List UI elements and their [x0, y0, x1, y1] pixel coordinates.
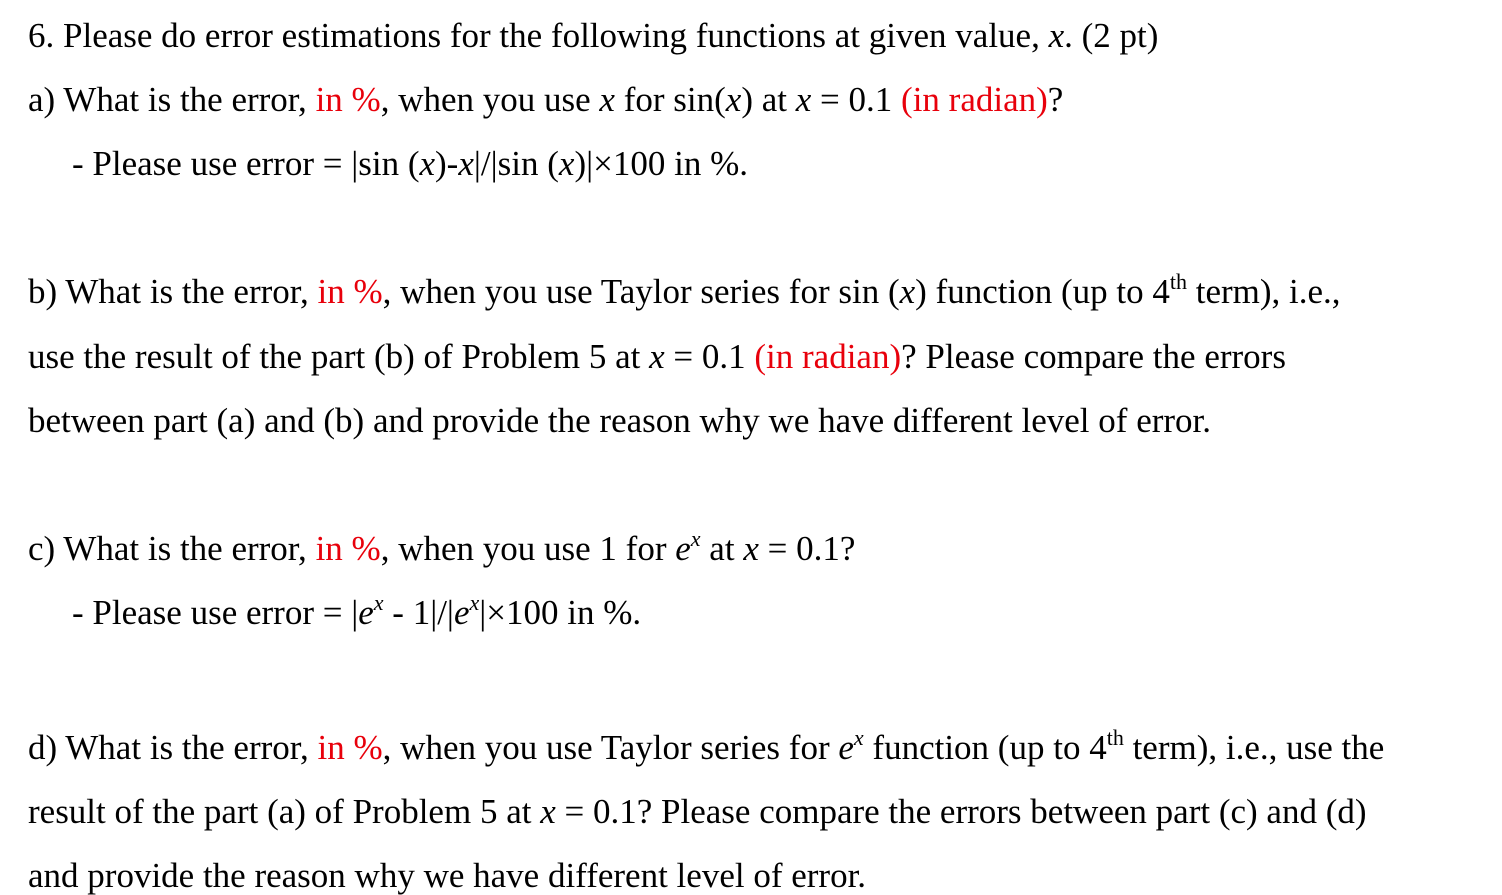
variable-x: x: [725, 80, 742, 119]
variable-x: x: [558, 144, 575, 183]
text: ) at: [741, 80, 796, 119]
text: , when you use 1 for: [380, 529, 676, 568]
text: , when you use Taylor series for sin (: [382, 272, 900, 311]
text: term), i.e.,: [1186, 272, 1341, 311]
text: - 1|/|: [383, 593, 454, 632]
variable-e: e: [358, 593, 374, 632]
question-title-points: . (2 pt): [1064, 16, 1159, 55]
text: ? Please compare the errors: [901, 337, 1286, 376]
text: - Please use error = |sin (: [72, 144, 420, 183]
text: c) What is the error,: [28, 529, 316, 568]
text: term), i.e., use the: [1123, 728, 1385, 767]
text: |×100 in %.: [479, 593, 642, 632]
highlight-in-radian: (in radian): [754, 337, 902, 376]
text: function (up to 4: [863, 728, 1107, 767]
variable-x: x: [899, 272, 916, 311]
part-c-hint: [72, 590, 642, 632]
text: , when you use: [380, 80, 600, 119]
text: = 0.1: [811, 80, 902, 119]
text: ) function (up to 4: [915, 272, 1170, 311]
part-b-question-line-3: [28, 403, 1211, 438]
part-a-question: [28, 82, 1063, 117]
highlight-in-percent: in %: [315, 80, 381, 119]
question-title: [28, 18, 1158, 53]
text: = 0.1?: [758, 529, 856, 568]
text: use the result of the part (b) of Problem 5 at: [28, 337, 650, 376]
variable-x: x: [1048, 16, 1065, 55]
variable-x: x: [540, 792, 556, 831]
variable-x: x: [649, 337, 665, 376]
superscript-x: x: [373, 590, 384, 615]
highlight-in-percent: in %: [315, 529, 381, 568]
text: b) What is the error,: [28, 272, 318, 311]
text: = 0.1? Please compare the errors between part (c) and (d): [555, 792, 1367, 831]
superscript-x: x: [690, 526, 701, 551]
text: ?: [1047, 80, 1064, 119]
superscript-x: x: [469, 590, 480, 615]
part-d-question-line-2: [28, 794, 1367, 829]
part-b-question-line-1: [28, 269, 1341, 311]
part-b-question-line-2: [28, 339, 1286, 374]
text: )|×100 in %.: [574, 144, 748, 183]
text: between part (a) and (b) and provide the reason why we have different level of error.: [28, 401, 1212, 440]
variable-e: e: [675, 529, 691, 568]
superscript-x: x: [853, 725, 864, 750]
highlight-in-radian: (in radian): [901, 80, 1048, 119]
text: for sin(: [614, 80, 726, 119]
variable-x: x: [419, 144, 436, 183]
text: result of the part (a) of Problem 5 at: [28, 792, 541, 831]
part-d-question-line-1: [28, 725, 1385, 767]
text: - Please use error = |: [72, 593, 359, 632]
variable-x: x: [795, 80, 812, 119]
highlight-in-percent: in %: [317, 272, 383, 311]
highlight-in-percent: in %: [317, 728, 383, 767]
question-title-text: 6. Please do error estimations for the following functions at given value,: [28, 16, 1049, 55]
variable-x: x: [599, 80, 615, 119]
variable-x: x: [458, 144, 474, 183]
text: a) What is the error,: [28, 80, 316, 119]
part-d-question-line-3: [28, 858, 866, 893]
text: |/|sin (: [473, 144, 559, 183]
superscript-th: th: [1106, 725, 1124, 750]
text: = 0.1: [664, 337, 755, 376]
variable-x: x: [743, 529, 759, 568]
text: at: [700, 529, 744, 568]
text: )-: [435, 144, 459, 183]
part-c-question: [28, 526, 856, 568]
text: d) What is the error,: [28, 728, 318, 767]
variable-e: e: [453, 593, 470, 632]
variable-e: e: [838, 728, 854, 767]
part-a-hint: [72, 146, 748, 181]
text: , when you use Taylor series for: [382, 728, 839, 767]
text: and provide the reason why we have different level of error.: [28, 856, 867, 895]
superscript-th: th: [1169, 269, 1187, 294]
